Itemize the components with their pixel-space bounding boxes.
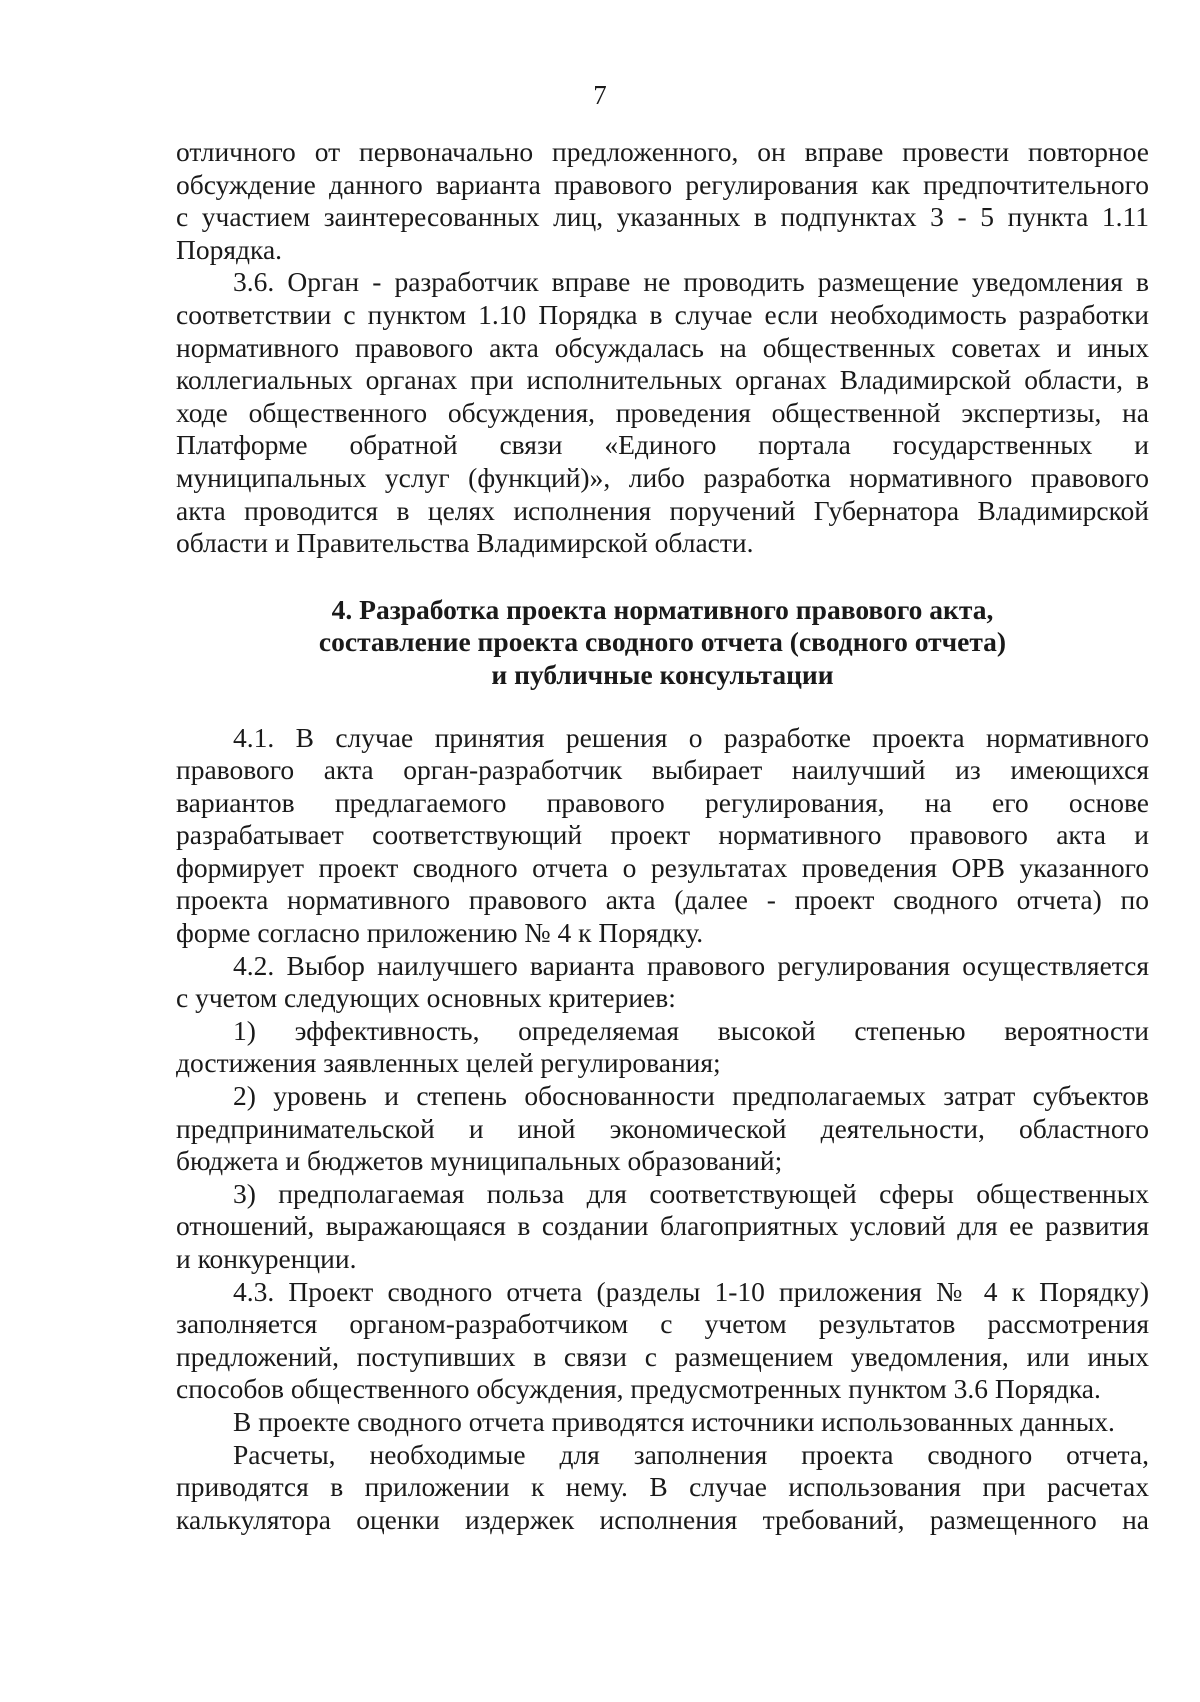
paragraph-4-1-line: разрабатывает соответствующий проект нормативного правового акта и — [176, 819, 1149, 851]
paragraph-3-6-line: 3.6. Орган - разработчик вправе не проводить размещение уведомления в — [233, 266, 1149, 298]
paragraph-continuation-line: обсуждение данного варианта правового регулирования как предпочтительного — [176, 168, 1149, 200]
section-4-heading — [176, 594, 1149, 692]
heading-line: и публичные консультации — [491, 658, 834, 690]
criterion-1-line: достижения заявленных целей регулирования; — [176, 1047, 721, 1079]
paragraph-4-2-line: 4.2. Выбор наилучшего варианта правового регулирования осуществляется — [233, 949, 1149, 981]
paragraph-4-3-line: способов общественного обсуждения, предусмотренных пунктом 3.6 Порядка. — [176, 1373, 1101, 1405]
paragraph-3-6-line: акта проводится в целях исполнения поручений Губернатора Владимирской — [176, 494, 1149, 526]
paragraph-3-6-line: Платформе обратной связи «Единого портала государственных и — [176, 429, 1149, 461]
paragraph-calculations-line: калькулятора оценки издержек исполнения требований, размещенного на — [176, 1503, 1149, 1535]
criterion-3-line: и конкуренции. — [176, 1243, 357, 1274]
paragraph-calculations-line: приводятся в приложении к нему. В случае использования при расчетах — [176, 1471, 1149, 1503]
criterion-2-line: предпринимательской и иной экономической деятельности, областного — [176, 1112, 1149, 1144]
paragraph-4-1-line: формирует проект сводного отчета о результатах проведения ОРВ указанного — [176, 851, 1149, 883]
document-body — [176, 136, 1149, 1536]
paragraph-continuation-line: с участием заинтересованных лиц, указанных в подпунктах 3 - 5 пункта 1.11 — [176, 201, 1149, 233]
paragraph-4-3-line: заполняется органом-разработчиком с учетом результатов рассмотрения — [176, 1308, 1149, 1340]
paragraph-3-6-line: нормативного правового акта обсуждалась на общественных советах и иных — [176, 331, 1149, 363]
paragraph-4-3-line: предложений, поступивших в связи с размещением уведомления, или иных — [176, 1340, 1149, 1372]
paragraph-3-6-line: области и Правительства Владимирской области. — [176, 527, 754, 559]
paragraph-4-1-line: правового акта орган-разработчик выбирает наилучший из имеющихся — [176, 754, 1149, 786]
heading-line: 4. Разработка проекта нормативного правового акта, — [331, 593, 994, 625]
criterion-2-line: 2) уровень и степень обоснованности предполагаемых затрат субъектов — [233, 1080, 1149, 1112]
paragraph-3-6-line: ходе общественного обсуждения, проведения общественной экспертизы, на — [176, 396, 1149, 428]
paragraph-4-1-line: проекта нормативного правового акта (далее - проект сводного отчета) по — [176, 884, 1149, 916]
page-number: 7 — [593, 80, 607, 110]
paragraph-4-3-line: 4.3. Проект сводного отчета (разделы 1-10 приложения № 4 к Порядку) — [233, 1275, 1149, 1307]
paragraph-3-6-line: коллегиальных органах при исполнительных органах Владимирской области, в — [176, 364, 1149, 396]
paragraph-calculations-line: Расчеты, необходимые для заполнения проекта сводного отчета, — [233, 1438, 1149, 1470]
paragraph-4-1-line: форме согласно приложению № 4 к Порядку. — [176, 917, 704, 949]
paragraph-3-6-line: муниципальных услуг (функций)», либо разработка нормативного правового — [176, 461, 1149, 493]
paragraph-3-6-line: соответствии с пунктом 1.10 Порядка в случае если необходимость разработки — [176, 298, 1149, 330]
paragraph-sources-line: В проекте сводного отчета приводятся источники использованных данных. — [233, 1405, 1115, 1437]
criterion-1-line: 1) эффективность, определяемая высокой степенью вероятности — [233, 1014, 1149, 1046]
paragraph-continuation-line: отличного от первоначально предложенного, он вправе провести повторное — [176, 136, 1149, 167]
paragraph-4-2-line: с учетом следующих основных критериев: — [176, 982, 676, 1014]
paragraph-continuation-line: Порядка. — [176, 233, 283, 265]
criterion-3-line: отношений, выражающаяся в создании благоприятных условий для ее развития — [176, 1210, 1149, 1242]
paragraph-4-1-line: вариантов предлагаемого правового регулирования, на его основе — [176, 786, 1149, 818]
heading-line: составление проекта сводного отчета (сводного отчета) — [318, 626, 1007, 658]
criterion-3-line: 3) предполагаемая польза для соответствующей сферы общественных — [233, 1177, 1149, 1209]
paragraph-4-1-line: 4.1. В случае принятия решения о разработке проекта нормативного — [233, 721, 1149, 753]
criterion-2-line: бюджета и бюджетов муниципальных образований; — [176, 1145, 783, 1177]
